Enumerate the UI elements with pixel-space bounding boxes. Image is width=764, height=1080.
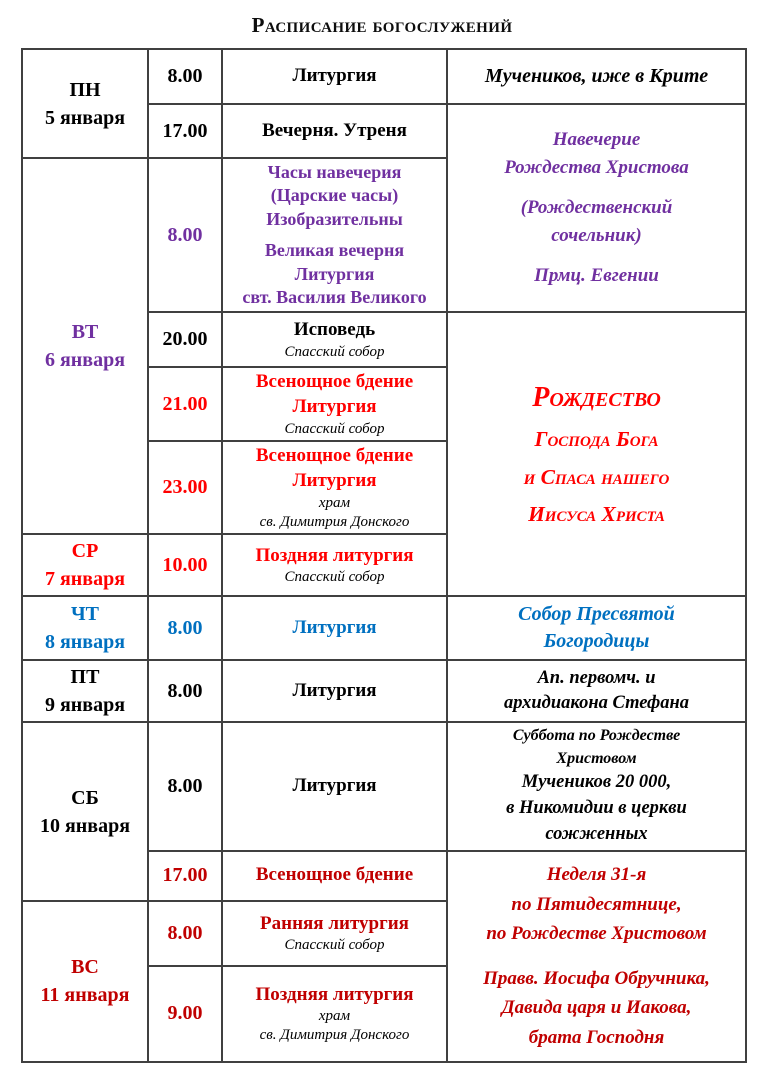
- feast-text: Собор Пресвятой: [518, 603, 675, 626]
- time-cell: 17.00: [148, 851, 222, 901]
- feast-text: Мучеников, иже в Крите: [484, 65, 709, 87]
- service-name: Литургия: [292, 680, 377, 701]
- feast-cell-monday: [447, 49, 746, 104]
- feast-cell-friday: [447, 660, 746, 722]
- time-cell: 8.00: [148, 901, 222, 966]
- feast-text: и Спаса нашего: [523, 464, 670, 489]
- service-name: Вечерня. Утреня: [262, 119, 407, 141]
- service-cell: [222, 534, 447, 596]
- service-name: Изобразительны: [266, 208, 403, 229]
- service-cell: [222, 660, 447, 722]
- feast-cell-sunday: [447, 851, 746, 1062]
- time-cell: 8.00: [148, 660, 222, 722]
- feast-text: Иисуса Христа: [528, 502, 665, 527]
- time-cell: 8.00: [148, 158, 222, 312]
- time-cell: 23.00: [148, 441, 222, 534]
- feast-text: сожженных: [545, 823, 648, 844]
- feast-text: Мучеников 20 000,: [521, 772, 672, 793]
- service-name: свт. Василия Великого: [242, 286, 427, 307]
- day-date: 8 января: [44, 631, 126, 654]
- service-cell: [222, 441, 447, 534]
- day-date: 10 января: [39, 814, 131, 837]
- time-cell: 10.00: [148, 534, 222, 596]
- service-name: (Царские часы): [270, 185, 399, 206]
- service-cell: [222, 596, 447, 660]
- service-location: Спасский собор: [284, 937, 385, 954]
- day-cell-friday: [22, 660, 148, 722]
- feast-text: Христовом: [556, 749, 637, 767]
- service-cell: [222, 158, 447, 312]
- feast-text: сочельник): [551, 225, 642, 247]
- service-location: Спасский собор: [284, 420, 385, 437]
- feast-text: по Рождестве Христовом: [486, 923, 707, 945]
- service-cell: [222, 966, 447, 1062]
- feast-text: в Никомидии в церкви: [506, 798, 687, 819]
- feast-text: Неделя 31-я: [546, 864, 647, 886]
- service-cell: [222, 312, 447, 367]
- service-cell: [222, 722, 447, 850]
- service-name: Исповедь: [293, 319, 376, 341]
- feast-cell-christmas-eve: [447, 104, 746, 312]
- service-location: Спасский собор: [284, 569, 385, 586]
- day-date: 11 января: [40, 984, 130, 1007]
- service-cell: [222, 104, 447, 158]
- service-name: Литургия: [292, 617, 377, 638]
- time-cell: 20.00: [148, 312, 222, 367]
- day-abbr: ПН: [69, 78, 101, 101]
- day-cell-sunday: [22, 901, 148, 1062]
- table-row: [22, 660, 746, 722]
- service-name: Ранняя литургия: [260, 912, 409, 934]
- day-cell-monday: [22, 49, 148, 158]
- day-cell-tuesday: [22, 158, 148, 534]
- feast-text: по Пятидесятнице,: [511, 893, 682, 915]
- feast-cell-christmas: [447, 312, 746, 596]
- service-location: храм: [318, 1008, 351, 1025]
- day-abbr: СР: [71, 540, 99, 563]
- schedule-table: [21, 48, 747, 1063]
- day-date: 9 января: [44, 694, 126, 717]
- service-name: Поздняя литургия: [255, 983, 414, 1005]
- feast-text: Навечерие: [552, 128, 641, 150]
- feast-text: Давида царя и Иакова,: [501, 997, 692, 1019]
- feast-text: Правв. Иосифа Обручника,: [483, 967, 710, 989]
- service-name: Всенощное бдение: [255, 371, 414, 393]
- service-location: св. Димитрия Донского: [259, 513, 410, 530]
- feast-text: Ап. первомч. и: [537, 668, 656, 689]
- feast-text: Рождества Христова: [504, 157, 689, 179]
- day-cell-thursday: [22, 596, 148, 660]
- time-cell: 9.00: [148, 966, 222, 1062]
- service-name: Литургия: [292, 775, 377, 797]
- feast-text: Рождество: [532, 381, 661, 413]
- time-cell: 17.00: [148, 104, 222, 158]
- time-cell: 8.00: [148, 49, 222, 104]
- feast-cell-thursday: [447, 596, 746, 660]
- day-abbr: СБ: [71, 786, 99, 809]
- service-cell: [222, 901, 447, 966]
- feast-cell-saturday: [447, 722, 746, 850]
- time-cell: 8.00: [148, 596, 222, 660]
- service-name: Всенощное бдение: [255, 445, 414, 467]
- feast-text: брата Господня: [528, 1026, 665, 1048]
- feast-text: Господа Бога: [534, 426, 659, 451]
- service-name: Литургия: [292, 396, 377, 418]
- day-abbr: ЧТ: [70, 603, 100, 626]
- day-cell-wednesday: [22, 534, 148, 596]
- feast-text: Богородицы: [543, 630, 650, 653]
- service-name: Литургия: [292, 470, 377, 492]
- service-cell: [222, 49, 447, 104]
- time-cell: 21.00: [148, 367, 222, 441]
- service-cell: [222, 367, 447, 441]
- feast-text: архидиакона Стефана: [504, 693, 689, 714]
- service-location: Спасский собор: [284, 343, 385, 360]
- feast-text: Прмц. Евгении: [534, 264, 659, 286]
- day-abbr: ПТ: [70, 666, 100, 689]
- day-cell-saturday: [22, 722, 148, 900]
- table-row: [22, 596, 746, 660]
- service-location: храм: [318, 494, 351, 511]
- time-cell: 8.00: [148, 722, 222, 850]
- service-name: Великая вечерня: [264, 240, 405, 261]
- day-abbr: ВС: [71, 956, 99, 979]
- table-row: [22, 49, 746, 104]
- service-cell: [222, 851, 447, 901]
- feast-text: Суббота по Рождестве: [512, 727, 681, 745]
- table-row: [22, 722, 746, 850]
- service-name: Часы навечерия: [267, 162, 402, 182]
- day-date: 6 января: [44, 349, 126, 372]
- service-name: Литургия: [292, 65, 377, 87]
- feast-text: (Рождественский: [520, 196, 673, 218]
- service-location: св. Димитрия Донского: [259, 1027, 410, 1044]
- service-name: Литургия: [294, 263, 375, 284]
- service-name: Всенощное бдение: [255, 864, 414, 886]
- day-date: 5 января: [44, 106, 126, 129]
- page-title: Расписание богослужений: [251, 13, 513, 37]
- service-name: Поздняя литургия: [255, 544, 414, 566]
- day-abbr: ВТ: [71, 321, 99, 344]
- day-date: 7 января: [44, 568, 126, 591]
